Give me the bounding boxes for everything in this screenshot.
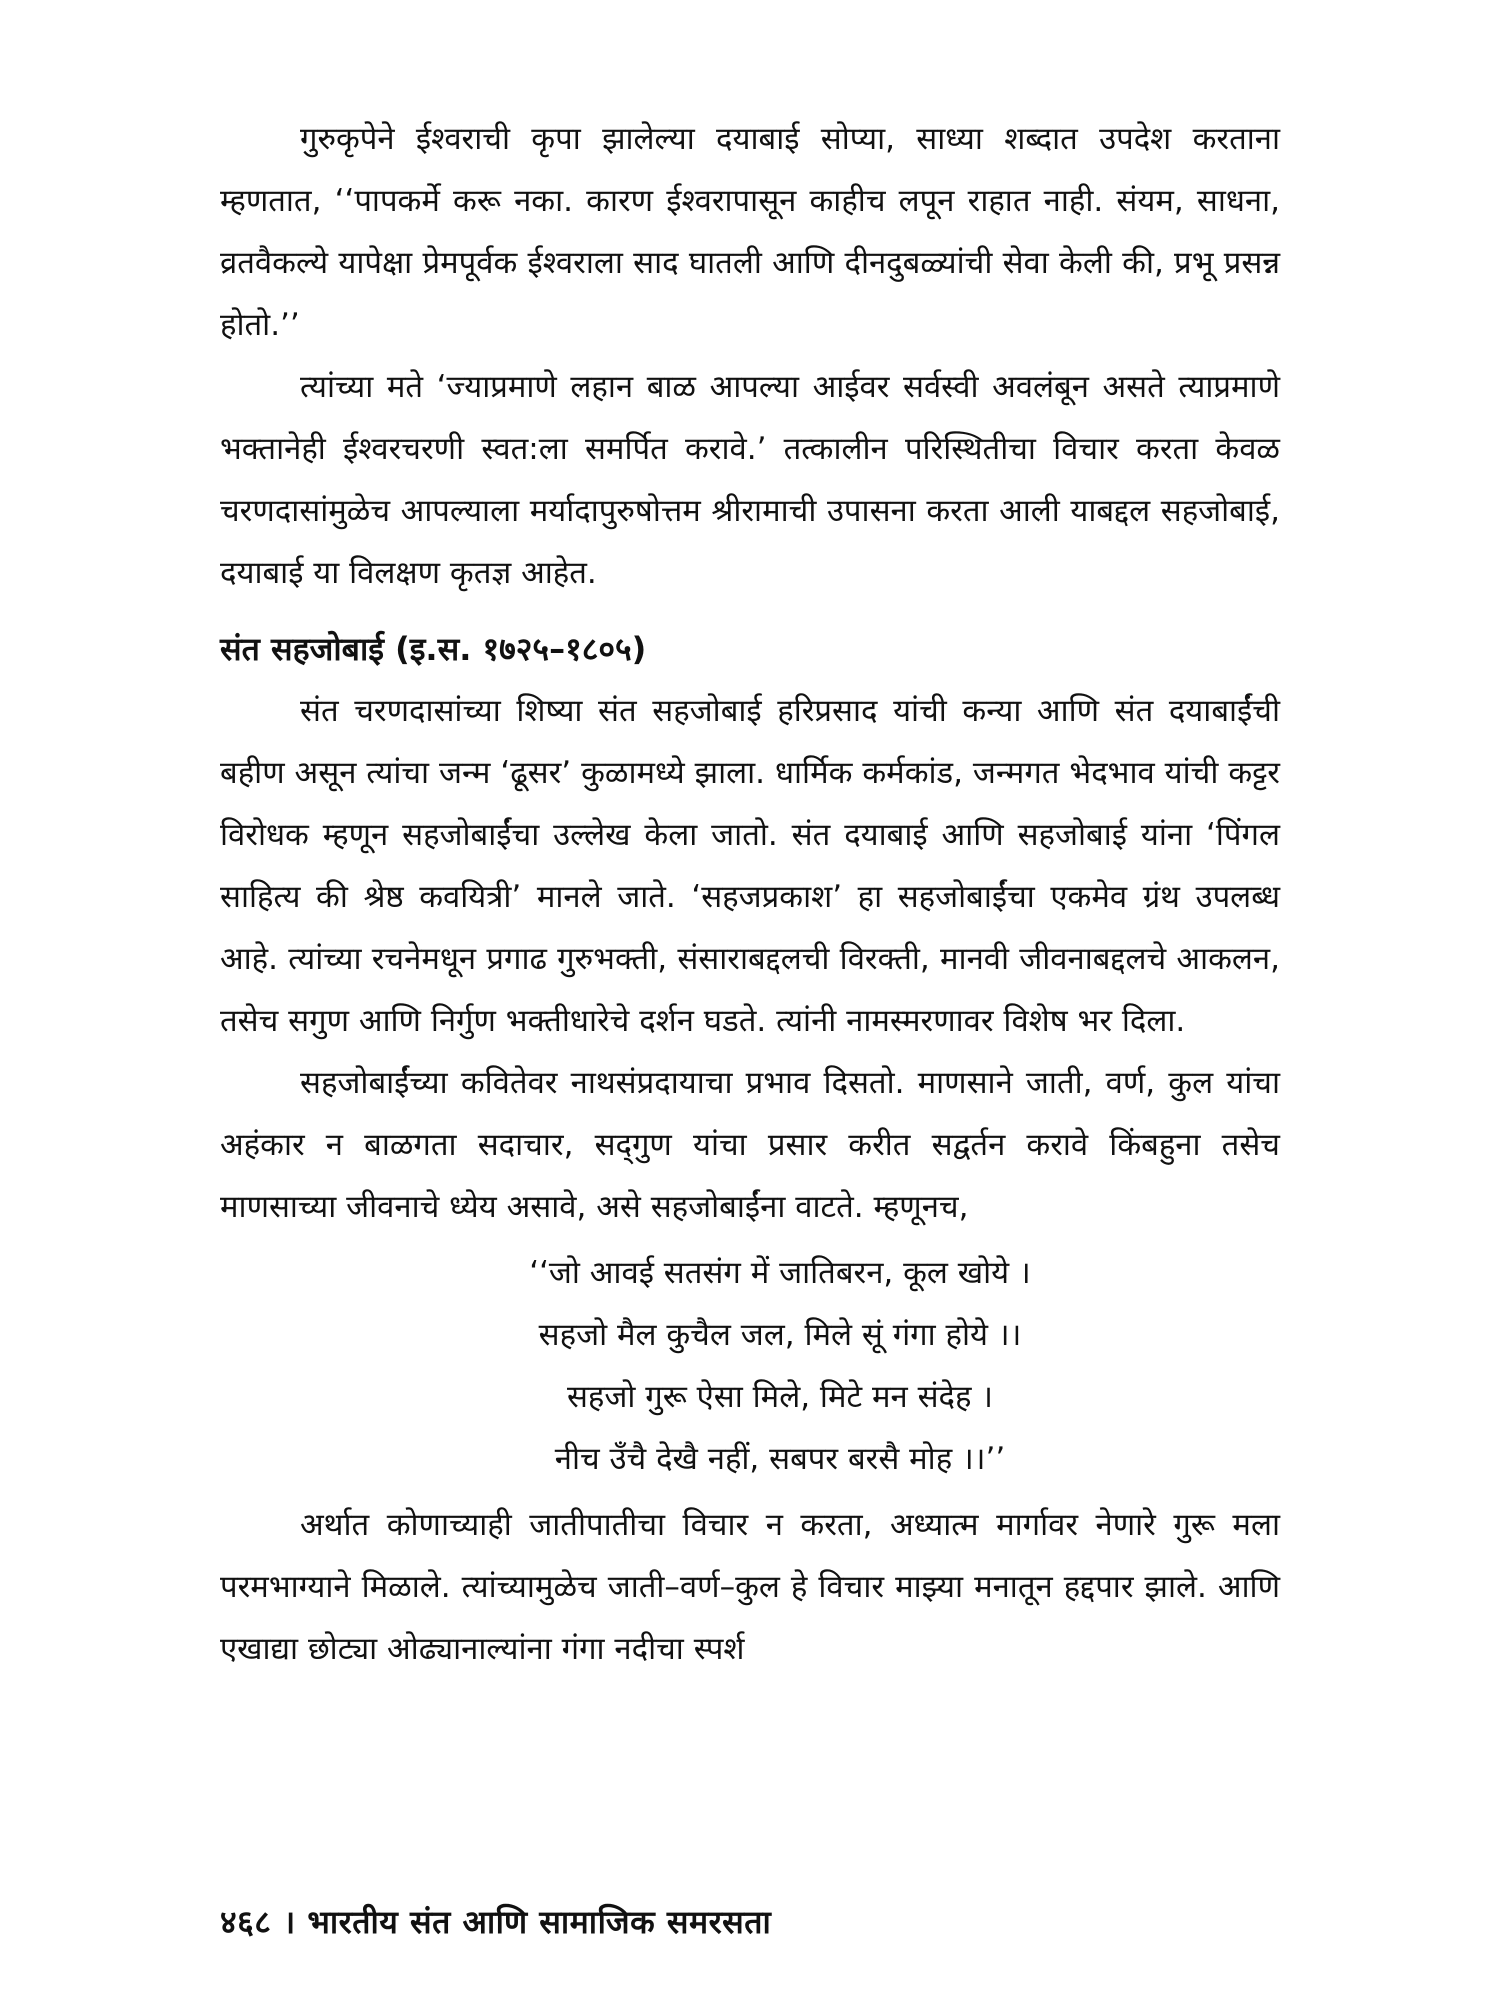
section-heading: संत सहजोबाई (इ.स. १७२५–१८०५) xyxy=(220,630,647,668)
paragraph: सहजोबाईंच्या कवितेवर नाथसंप्रदायाचा प्रभाव दिसतो. माणसाने जाती, वर्ण, कुल यांचा अहंकार न बाळगता सदाचार, सद्‌गुण यांचा प्रसार करीत सद्वर्तन करावे किंबहुना तसेच माणसाच्या जीवनाचे ध्येय असावे, असे सहजोबाईंना वाटते. म्हणूनच, xyxy=(220,1065,1280,1225)
footer-separator: । xyxy=(283,1903,296,1941)
paragraph: संत चरणदासांच्या शिष्या संत सहजोबाई हरिप्रसाद यांची कन्या आणि संत दयाबाईंची बहीण असून त्यांचा जन्म ‘ढूसर’ कुळामध्ये झाला. धार्मिक कर्मकांड, जन्मगत भेदभाव यांची कट्टर विरोधक म्हणून सहजोबाईंचा उल्लेख केला जातो. संत दयाबाई आणि सहजोबाई यांना ‘पिंगल साहित्य की श्रेष्ठ कवयित्री’ मानले जाते. ‘सहजप्रकाश’ हा सहजोबाईंचा एकमेव ग्रंथ उपलब्ध आहे. त्यांच्या रचनेमधून प्रगाढ गुरुभक्ती, संसाराबद्दलची विरक्ती, मानवी जीवनाबद्दलचे आकलन, तसेच सगुण आणि निर्गुण भक्तीधारेचे दर्शन घडते. त्यांनी नामस्मरणावर विशेष भर दिला. xyxy=(220,693,1280,1039)
verse-line: सहजो गुरू ऐसा मिले, मिटे मन संदेह । xyxy=(566,1379,994,1415)
book-title: भारतीय संत आणि सामाजिक समरसता xyxy=(307,1903,772,1941)
paragraph: गुरुकृपेने ईश्वराची कृपा झालेल्या दयाबाई सोप्या, साध्या शब्दात उपदेश करताना म्हणतात, ‘‘पापकर्मे करू नका. कारण ईश्वरापासून काहीच लपून राहात नाही. संयम, साधना, व्रतवैकल्ये यापेक्षा प्रेमपूर्वक ईश्वराला साद घातली आणि दीनदुबळ्यांची सेवा केली की, प्रभू प्रसन्न होतो.’’ xyxy=(220,121,1280,343)
verse-block xyxy=(220,1242,1280,1490)
page-footer xyxy=(220,1900,771,1943)
verse-line: नीच उँचै देखै नहीं, सबपर बरसै मोह ।।’’ xyxy=(554,1441,1006,1477)
paragraph: अर्थात कोणाच्याही जातीपातीचा विचार न करता, अध्यात्म मार्गावर नेणारे गुरू मला परमभाग्याने मिळाले. त्यांच्यामुळेच जाती–वर्ण–कुल हे विचार माझ्या मनातून हद्दपार झाले. आणि एखाद्या छोट्या ओढ्यानाल्यांना गंगा नदीचा स्पर्श xyxy=(220,1507,1280,1667)
page-body xyxy=(220,108,1280,1680)
verse-line: सहजो मैल कुचैल जल, मिले सूं गंगा होये ।। xyxy=(538,1317,1022,1353)
verse-line: ‘‘जो आवई सतसंग में जातिबरन, कूल खोये । xyxy=(529,1255,1031,1291)
page-number: ४६८ xyxy=(220,1903,272,1941)
paragraph: त्यांच्या मते ‘ज्याप्रमाणे लहान बाळ आपल्या आईवर सर्वस्वी अवलंबून असते त्याप्रमाणे भक्तानेही ईश्वरचरणी स्वत:ला समर्पित करावे.’ तत्कालीन परिस्थितीचा विचार करता केवळ चरणदासांमुळेच आपल्याला मर्यादापुरुषोत्तम श्रीरामाची उपासना करता आली याबद्दल सहजोबाई, दयाबाई या विलक्षण कृतज्ञ आहेत. xyxy=(220,369,1280,591)
